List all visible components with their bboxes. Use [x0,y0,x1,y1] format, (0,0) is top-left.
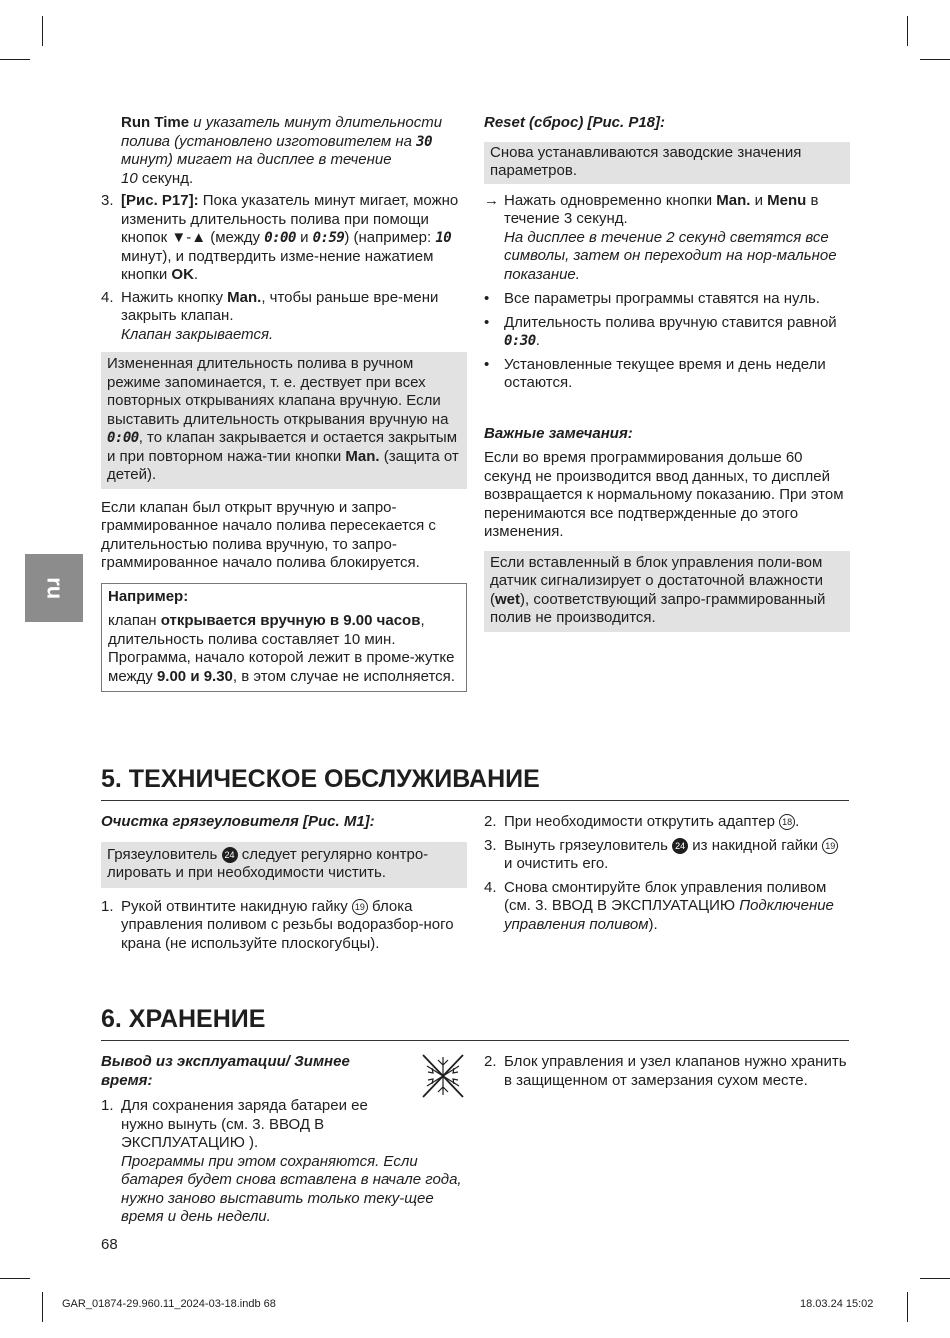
ref-19-icon: 19 [822,838,838,854]
overlap-paragraph: Если клапан был открыт вручную и запро-граммированное начало полива пересекается с длительностью полива вручную, то запро-граммированное начало полива блокируется. [101,498,436,571]
step-2-continuation: Run Time и указатель минут длительности полива (установлено изготовителем на 30 минут) мигает на дисплее в течение 10 секунд. [121,114,443,187]
important-text: Если во время программирования дольше 60 секунд не производится ввод данных, то дисплей возвращается к нормальному показанию. При этом перенимаются все подтвержденные до этого изменения. [484,449,844,540]
no-frost-icon [419,1051,467,1101]
ref-19-icon: 19 [352,899,368,915]
example-title: Например: [108,587,189,605]
crop-mark [0,1278,30,1279]
section-5-heading: 5. ТЕХНИЧЕСКОЕ ОБСЛУЖИВАНИЕ [101,764,849,801]
section-5-left [101,813,467,953]
crop-mark [0,59,30,60]
crop-mark [42,1292,43,1322]
page-number: 68 [101,1236,118,1253]
cleaning-step-4: 4. Снова смонтируйте блок управления поливом (см. 3. ВВОД В ЭКСПЛУАТАЦИЮ Подключение управления поливом). [484,878,834,933]
ref-18-icon: 18 [779,814,795,830]
cleaning-step-3: 3. Вынуть грязеуловитель 24 из накидной гайки 19 и очистить его. [484,837,850,874]
language-tab: ru [25,554,83,622]
memory-note: Измененная длительность полива в ручном режиме запоминается, т. е. дествует при всех повторных открываниях клапана вручную. Если выставить длительность открывания вручную на 0:00, то клапан закрывается и остается закрытым и при повторном нажа-тии кнопки Man. (защита от детей). [101,352,467,489]
bullet-item: • Все параметры программы ставятся на нуль. [484,290,820,307]
example-text: клапан открывается вручную в 9.00 часов, длительность полива составляет 10 мин. Программа, начало которой лежит в проме-жутке между 9.00 и 9.30, в этом случае не исполняется. [108,612,455,685]
crop-mark [920,59,950,60]
sensor-note: Если вставленный в блок управления поли-вом датчик сигнализирует о достаточной влажности (wet), соответствующий запро-граммированный полив не производится. [484,551,850,632]
reset-note: Снова устанавливаются заводские значения параметров. [484,142,850,184]
crop-mark [42,16,43,46]
section-6-right [484,1053,850,1090]
cleaning-step-2: 2. При необходимости открутить адаптер 18 . [484,813,800,830]
ref-24-icon: 24 [222,847,238,863]
important-title: Важные замечания: [484,424,633,442]
storage-step-2: 2. Блок управления и узел клапанов нужно хранить в защищенном от замерзания сухом месте. [484,1053,847,1089]
bullet-item: • Установленные текущее время и день недели остаются. [484,355,826,391]
reset-title: Reset (сброс) [Рис. P18]: [484,114,665,131]
section-6-heading: 6. ХРАНЕНИЕ [101,1004,849,1041]
section-5-right [484,813,850,934]
crop-mark [907,16,908,46]
footer-date: 18.03.24 15:02 [800,1298,874,1310]
left-top-column [101,114,467,692]
step-4: 4. Нажить кнопку Man., чтобы раньше вре-мени закрыть клапан. Клапан закрывается. [101,288,439,343]
section-6-left [101,1097,467,1227]
footer-file: GAR_01874-29.960.11_2024-03-18.indb 68 [62,1298,276,1310]
storage-subheading: Вывод из эксплуатации/ Зимнее время: [101,1053,350,1089]
step-3: 3. [Рис. P17]: Пока указатель минут мигает, можно изменить длительность полива при помощи кнопок ▼-▲ (между 0:00 и 0:59) (например: 10 минут), и подтвердить изме-нение нажатием кнопки OK. [101,192,459,283]
crop-mark [907,1292,908,1322]
cleaning-subheading: Очистка грязеуловителя [Рис. M1]: [101,813,375,830]
cleaning-step-1: 1. Рукой отвинтите накидную гайку 19 блока управления поливом с резьбы водоразбор-ного крана (не используйте плоскогубцы). [101,897,454,952]
right-top-column [484,114,850,632]
storage-step-1: 1. Для сохранения заряда батареи ее нужно вынуть (см. 3. ВВОД В ЭКСПЛУАТАЦИЮ ). Программы при этом сохраняются. Если батарея будет снова вставлена в начале года, нужно заново выставить только теку-щее время и день недели. [101,1097,462,1225]
example-box [101,583,467,693]
cleaning-note: Грязеуловитель 24 следует регулярно контро-лировать и при необходимости чистить. [101,842,467,888]
ref-24-icon: 24 [672,838,688,854]
bullet-item: • Длительность полива вручную ставится равной 0:30. [484,313,837,349]
crop-mark [920,1278,950,1279]
reset-step: → Нажать одновременно кнопки Man. и Menu в течение 3 секунд. На дисплее в течение 2 секунд светятся все символы, затем он переходит на нор-мальное показание. [484,191,837,283]
